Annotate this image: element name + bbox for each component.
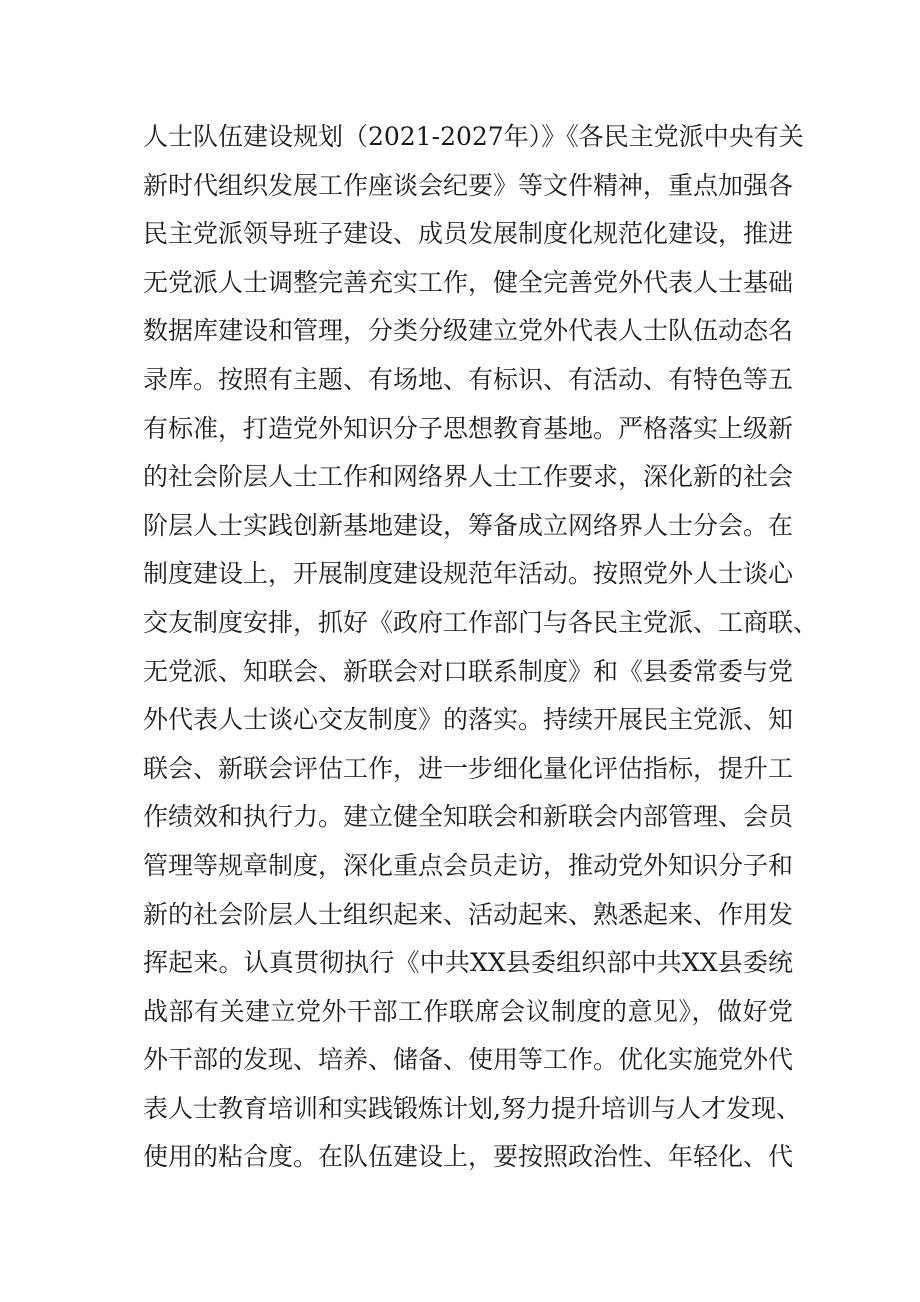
text-line: 新时代组织发展工作座谈会纪要》等文件精神，重点加强各: [143, 170, 794, 200]
text-line: 外干部的发现、培养、储备、使用等工作。优化实施党外代: [143, 1045, 794, 1075]
text-line: 人士队伍建设规划（2021-2027年）》《各民主党派中央有关: [143, 122, 804, 151]
text-line: 制度建设上，开展制度建设规范年活动。按照党外人士谈心: [143, 559, 794, 589]
text-line: 作绩效和执行力。建立健全知联会和新联会内部管理、会员: [143, 802, 794, 832]
text-line: 战部有关建立党外干部工作联席会议制度的意见》，做好党: [143, 996, 793, 1026]
text-line: 民主党派领导班子建设、成员发展制度化规范化建设，推进: [143, 219, 794, 249]
text-line: 外代表人士谈心交友制度》的落实。持续开展民主党派、知: [143, 705, 794, 735]
text-line: 无党派、知联会、新联会对口联系制度》和《县委常委与党: [143, 656, 794, 686]
text-line: 新的社会阶层人士组织起来、活动起来、熟悉起来、作用发: [143, 899, 794, 929]
text-line: 的社会阶层人士工作和网络界人士工作要求，深化新的社会: [143, 462, 794, 492]
text-line: 管理等规章制度，深化重点会员走访，推动党外知识分子和: [143, 850, 794, 880]
text-line: 表人士教育培训和实践锻炼计划,努力提升培训与人才发现、: [143, 1093, 801, 1123]
text-line: 阶层人士实践创新基地建设，筹备成立网络界人士分会。在: [143, 510, 794, 540]
text-line: 有标准，打造党外知识分子思想教育基地。严格落实上级新: [143, 413, 794, 443]
text-line: 无党派人士调整完善充实工作，健全完善党外代表人士基础: [143, 267, 794, 297]
text-line: 数据库建设和管理，分类分级建立党外代表人士队伍动态名: [143, 316, 794, 346]
text-line: 录库。按照有主题、有场地、有标识、有活动、有特色等五: [143, 364, 794, 394]
text-line: 联会、新联会评估工作，进一步细化量化评估指标，提升工: [143, 753, 794, 783]
text-line: 使用的粘合度。在队伍建设上，要按照政治性、年轻化、代: [143, 1142, 794, 1172]
text-line: 交友制度安排，抓好《政府工作部门与各民主党派、工商联、: [143, 607, 819, 637]
body-text: [143, 113, 819, 1182]
text-line: 挥起来。认真贯彻执行《中共XX县委组织部中共XX县委统: [143, 948, 793, 978]
